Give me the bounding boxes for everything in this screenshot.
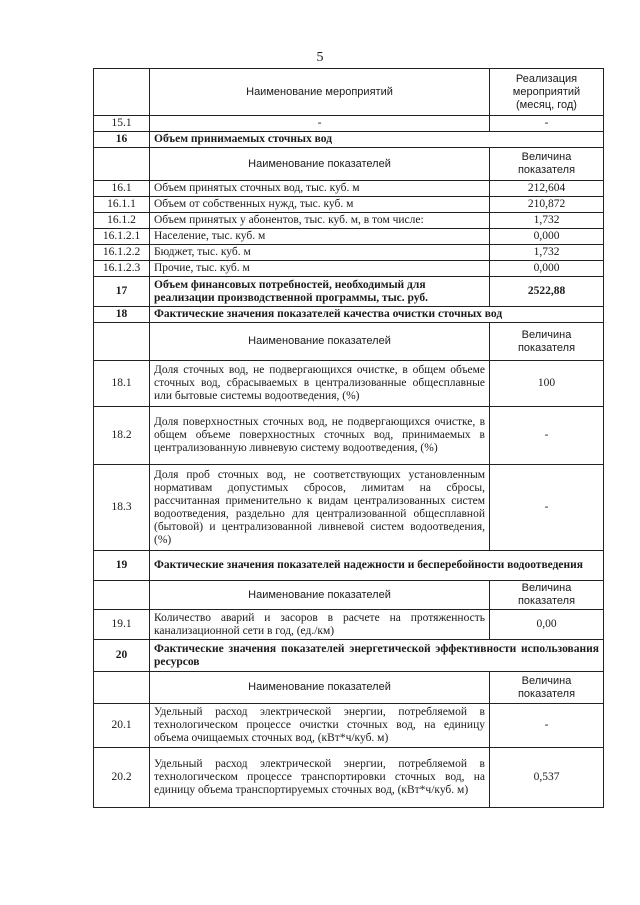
sub-header-value-cell: Величина показателя	[490, 148, 604, 181]
row-value: 1,732	[490, 245, 604, 261]
table-row	[94, 116, 604, 132]
sub-header-row	[94, 323, 604, 361]
section-row	[94, 132, 604, 148]
row-num: 16.1	[94, 181, 150, 197]
row-value: 1,732	[490, 213, 604, 229]
section-num: 19	[94, 551, 150, 581]
row-num: 18.1	[94, 361, 150, 407]
section-row	[94, 640, 604, 672]
table-row	[94, 361, 604, 407]
row-name: Объем от собственных нужд, тыс. куб. м	[150, 197, 490, 213]
row-value: 210,872	[490, 197, 604, 213]
table-row	[94, 407, 604, 465]
sub-header-value-cell: Величина показателя	[490, 323, 604, 361]
row-num: 16.1.2	[94, 213, 150, 229]
sub-header-row	[94, 672, 604, 704]
section-num: 20	[94, 640, 150, 672]
row-value: 0,000	[490, 261, 604, 277]
section-title: Объем принимаемых сточных вод	[150, 132, 604, 148]
sub-header-name-cell: Наименование показателей	[150, 148, 490, 181]
table-row	[94, 748, 604, 808]
table-row	[94, 213, 604, 229]
row-name: Объем финансовых потребностей, необходимый для реализации производственной программы, тыс. руб.	[150, 277, 490, 307]
header-impl-cell: Реализация мероприятий (месяц, год)	[490, 69, 604, 116]
row-value: -	[490, 116, 604, 132]
sub-header-value-cell: Величина показателя	[490, 581, 604, 610]
row-num: 15.1	[94, 116, 150, 132]
row-value: 212,604	[490, 181, 604, 197]
row-value: -	[490, 407, 604, 465]
header-name-cell: Наименование мероприятий	[150, 69, 490, 116]
table-row	[94, 704, 604, 748]
sub-header-num-cell	[94, 581, 150, 610]
table-row	[94, 229, 604, 245]
row-num: 16.1.2.1	[94, 229, 150, 245]
table-header-row	[94, 69, 604, 116]
row-name: -	[150, 116, 490, 132]
row-num: 18.2	[94, 407, 150, 465]
sub-header-name-cell: Наименование показателей	[150, 672, 490, 704]
section-num: 16	[94, 132, 150, 148]
row-name: Доля поверхностных сточных вод, не подвергающихся очистке, в общем объеме поверхностных сточных вод, принимаемых в централизованную ливневую систему водоотведения, (%)	[150, 407, 490, 465]
table-row	[94, 277, 604, 307]
sub-header-row	[94, 581, 604, 610]
sub-header-num-cell	[94, 148, 150, 181]
table-row	[94, 610, 604, 640]
sub-header-name-cell: Наименование показателей	[150, 581, 490, 610]
table-row	[94, 465, 604, 551]
row-num: 20.2	[94, 748, 150, 808]
row-name: Население, тыс. куб. м	[150, 229, 490, 245]
row-name: Удельный расход электрической энергии, потребляемой в технологическом процессе очистки сточных вод, на единицу объема очищаемых сточных вод, (кВт*ч/куб. м)	[150, 704, 490, 748]
row-name: Прочие, тыс. куб. м	[150, 261, 490, 277]
row-name: Доля проб сточных вод, не соответствующих установленным нормативам допустимых сбросов, лимитам на сбросы, рассчитанная применительно к видам централизованных систем водоотведения, раздельно для централизованной общесплавной (бытовой) и централизованной ливневой систем водоотведения, (%)	[150, 465, 490, 551]
row-num: 17	[94, 277, 150, 307]
table-row	[94, 261, 604, 277]
header-num-cell	[94, 69, 150, 116]
row-value: 0,00	[490, 610, 604, 640]
indicators-table	[93, 68, 604, 808]
row-name: Количество аварий и засоров в расчете на протяженность канализационной сети в год, (ед./км)	[150, 610, 490, 640]
section-num: 18	[94, 307, 150, 323]
row-value: 2522,88	[490, 277, 604, 307]
table-row	[94, 197, 604, 213]
sub-header-row	[94, 148, 604, 181]
sub-header-name-cell: Наименование показателей	[150, 323, 490, 361]
row-value: -	[490, 704, 604, 748]
row-name: Объем принятых у абонентов, тыс. куб. м, в том числе:	[150, 213, 490, 229]
sub-header-num-cell	[94, 672, 150, 704]
sub-header-num-cell	[94, 323, 150, 361]
row-name: Доля сточных вод, не подвергающихся очистке, в общем объеме сточных вод, сбрасываемых в централизованные общесплавные или бытовые системы водоотведения, (%)	[150, 361, 490, 407]
row-value: 100	[490, 361, 604, 407]
table-row	[94, 181, 604, 197]
section-row	[94, 551, 604, 581]
row-name: Объем принятых сточных вод, тыс. куб. м	[150, 181, 490, 197]
row-value: 0,537	[490, 748, 604, 808]
row-num: 16.1.1	[94, 197, 150, 213]
row-name: Удельный расход электрической энергии, потребляемой в технологическом процессе транспортировки сточных вод, на единицу объема транспортируемых сточных вод, (кВт*ч/куб. м)	[150, 748, 490, 808]
row-num: 18.3	[94, 465, 150, 551]
row-name: Бюджет, тыс. куб. м	[150, 245, 490, 261]
row-num: 19.1	[94, 610, 150, 640]
row-num: 20.1	[94, 704, 150, 748]
page-number: 5	[316, 50, 324, 65]
row-value: 0,000	[490, 229, 604, 245]
row-num: 16.1.2.2	[94, 245, 150, 261]
sub-header-value-cell: Величина показателя	[490, 672, 604, 704]
section-row	[94, 307, 604, 323]
section-title: Фактические значения показателей надежности и бесперебойности водоотведения	[150, 551, 604, 581]
section-title: Фактические значения показателей качества очистки сточных вод	[150, 307, 604, 323]
row-value: -	[490, 465, 604, 551]
row-num: 16.1.2.3	[94, 261, 150, 277]
table-row	[94, 245, 604, 261]
section-title: Фактические значения показателей энергетической эффективности использования ресурсов	[150, 640, 604, 672]
